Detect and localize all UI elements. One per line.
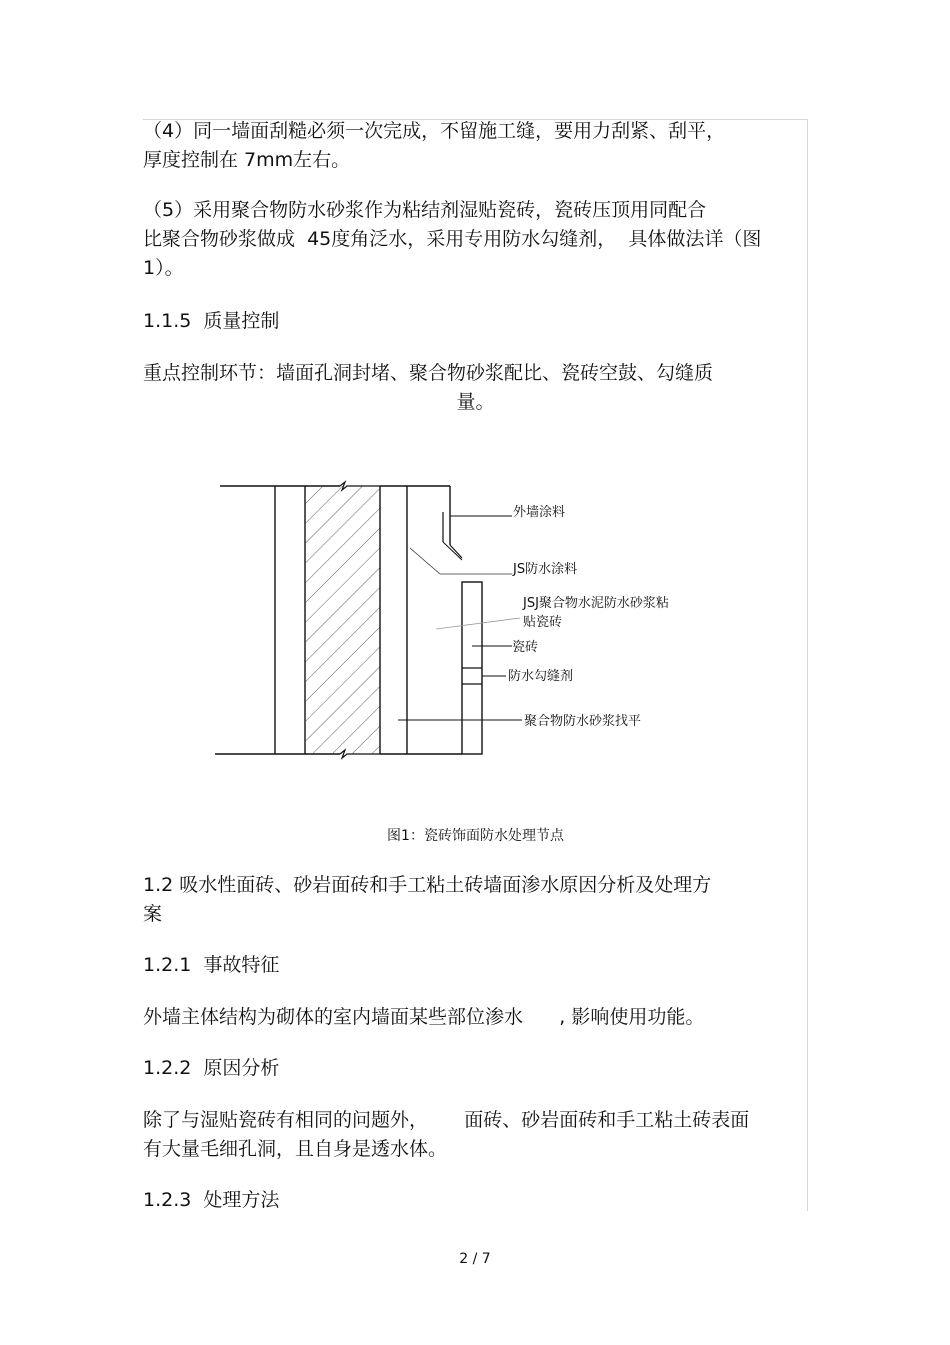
heading-1-1-5 xyxy=(143,307,808,336)
waterproof-node-diagram xyxy=(200,470,700,770)
heading-1-2-2-text: 1.2.2 原因分析 xyxy=(143,1057,280,1079)
paragraph-1-2-1 xyxy=(143,1003,808,1032)
paragraph-5-line-2: 比聚合物砂浆做成 45度角泛水，采用专用防水勾缝剂， 具体做法详（图 xyxy=(143,228,762,250)
key-points-line-2: 量。 xyxy=(456,391,495,413)
label-tile: 瓷砖 xyxy=(512,640,539,655)
leader-js-coating-diag xyxy=(410,548,440,574)
paragraph-5-line-1: （5）采用聚合物防水砂浆作为粘结剂湿贴瓷砖，瓷砖压顶用同配合 xyxy=(143,199,707,221)
label-jsj-mortar-line-2: 贴瓷砖 xyxy=(523,615,563,630)
heading-1-2-line-2: 案 xyxy=(143,903,163,925)
paragraph-4-line-1: （4）同一墙面刮糙必须一次完成，不留施工缝，要用力刮紧、刮平， xyxy=(143,120,726,142)
coating-slope xyxy=(450,545,462,558)
paragraph-1-2-2 xyxy=(143,1106,808,1164)
paragraph-1-2-2-line-1: 除了与湿贴瓷砖有相同的问题外， 面砖、砂岩面砖和手工粘土砖表面 xyxy=(143,1109,750,1131)
key-points-line-1: 重点控制环节：墙面孔洞封堵、聚合物砂浆配比、瓷砖空鼓、勾缝质 xyxy=(143,362,714,384)
heading-1-2-1-text: 1.2.1 事故特征 xyxy=(143,954,280,976)
heading-1-2-2 xyxy=(143,1054,808,1083)
label-grout: 防水勾缝剂 xyxy=(508,669,574,684)
paragraph-5 xyxy=(143,196,808,283)
paragraph-1-2-2-line-2: 有大量毛细孔洞，且自身是透水体。 xyxy=(143,1138,448,1160)
masonry-wall-hatch xyxy=(305,486,380,754)
heading-1-2-1 xyxy=(143,951,808,980)
figure-caption: 图1：瓷砖饰面防水处理节点 xyxy=(387,828,564,844)
key-points-paragraph xyxy=(143,359,808,417)
waterproof-node-figure xyxy=(200,470,700,770)
label-leveling: 聚合物防水砂浆找平 xyxy=(524,714,642,729)
paragraph-1-2-1-text: 外墙主体结构为砌体的室内墙面某些部位渗水 , 影响使用功能。 xyxy=(143,1006,705,1028)
paragraph-4 xyxy=(143,117,808,175)
leader-jsj-mortar xyxy=(436,618,520,629)
js-coating-marker xyxy=(443,542,462,560)
label-exterior-paint: 外墙涂料 xyxy=(513,505,566,520)
label-js-coating: JS防水涂料 xyxy=(513,562,578,577)
paragraph-5-line-3: 1）。 xyxy=(143,257,184,279)
heading-1-2-3 xyxy=(143,1186,808,1215)
heading-1-2 xyxy=(143,871,808,929)
paragraph-4-line-2: 厚度控制在 7mm左右。 xyxy=(143,149,351,171)
label-jsj-mortar-line-1: JSJ聚合物水泥防水砂浆粘 xyxy=(523,596,669,611)
heading-1-2-3-text: 1.2.3 处理方法 xyxy=(143,1189,280,1211)
heading-1-2-line-1: 1.2 吸水性面砖、砂岩面砖和手工粘土砖墙面渗水原因分析及处理方 xyxy=(143,874,712,896)
page-number: 2 / 7 xyxy=(459,1251,491,1267)
heading-1-1-5-text: 1.1.5 质量控制 xyxy=(143,310,280,332)
